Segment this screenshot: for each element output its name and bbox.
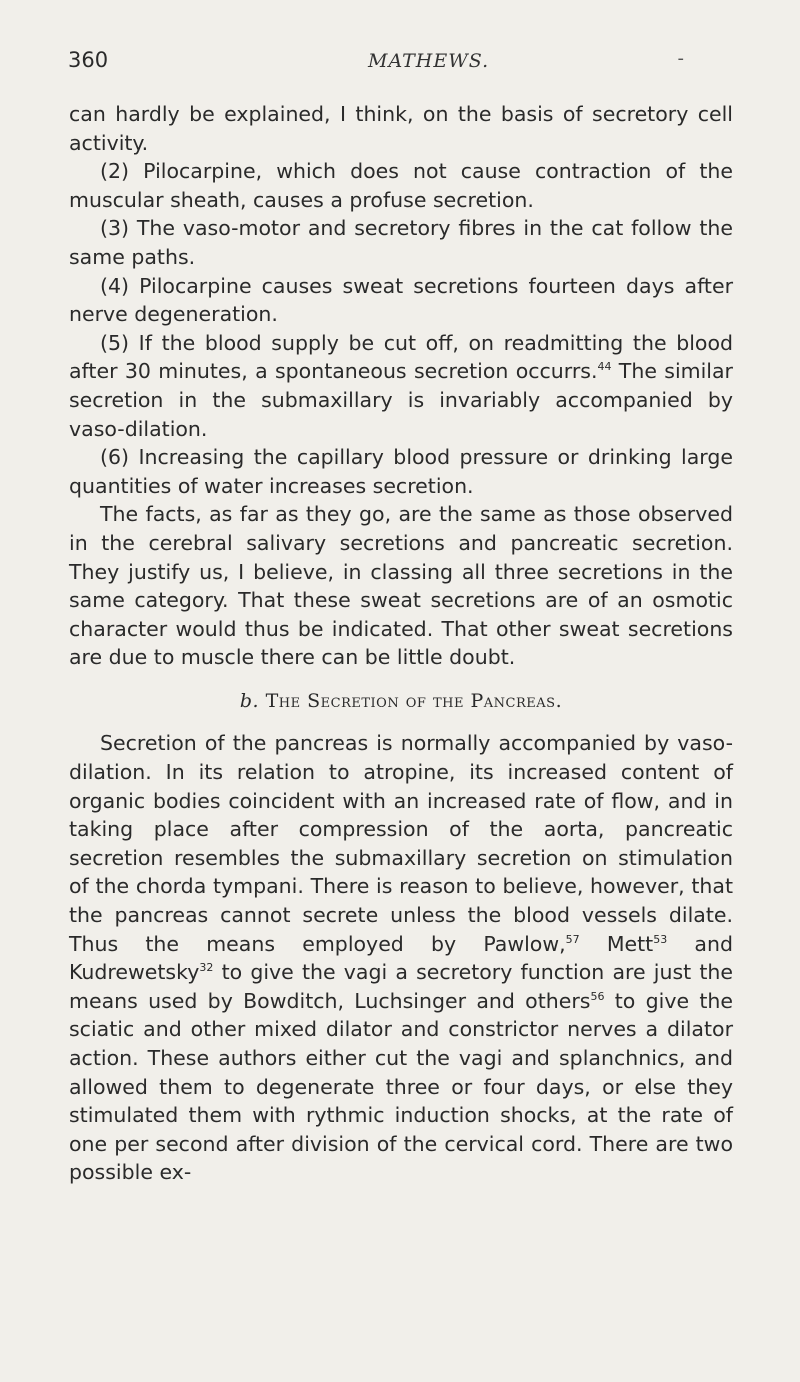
paragraph-item-3: (3) The vaso-motor and secretory fibres in the cat follow the same paths. xyxy=(69,216,733,269)
paragraph-item-6: (6) Increasing the capillary blood pressure or drinking large quantities of water increases secretion. xyxy=(69,445,733,498)
paragraph-continuation: can hardly be explained, I think, on the basis of secretory cell activity. xyxy=(69,102,733,155)
page-body xyxy=(69,100,733,1187)
paragraph-item-5-text-a: (5) If the blood supply be cut off, on readmitting the blood after 30 minutes, a spontaneous secretion occurrs. xyxy=(69,330,733,384)
paragraph-summary: The facts, as far as they go, are the same as those observed in the cerebral salivary secretions and pancreatic secretion. They justify us, I believe, in classing all three secretions in the same category. That these sweat secretions are of an osmotic character would thus be indicated. That other sweat secretions are due to muscle there can be little doubt. xyxy=(69,502,733,670)
paragraph-item-4: (4) Pilocarpine causes sweat secretions fourteen days after nerve degeneration. xyxy=(69,273,733,327)
page-number: 360 xyxy=(68,48,109,72)
section-heading xyxy=(69,687,733,716)
footnote-ref-pawlow: 57 xyxy=(565,932,580,946)
paragraph-pancreas xyxy=(69,729,733,1187)
footnote-ref: 44 xyxy=(597,360,612,374)
pancreas-text-2: Mett xyxy=(579,931,654,956)
pancreas-text-1: Secretion of the pancreas is normally accompanied by vaso-dilation. In its relation to atropine, its increased content of organic bodies coincident with an increased rate of flow, and in taking place after compression of the aorta, pancreatic secretion resembles the submaxillary secretion on stimulation of the chorda tympani. There is reason to believe, however, that the pancreas cannot secrete unless the blood vessels dilate. Thus the means employed by Pawlow, xyxy=(69,731,733,956)
page-header xyxy=(68,48,720,78)
pancreas-text-3: and Kudrewetsky xyxy=(69,931,733,985)
paragraph-item-2: (2) Pilocarpine, which does not cause contraction of the muscular sheath, causes a profuse secretion. xyxy=(69,159,733,212)
section-letter: b. xyxy=(239,689,260,712)
header-dash: - xyxy=(677,48,684,69)
section-title: The Secretion of the Pancreas. xyxy=(265,689,563,712)
pancreas-text-4: to give the vagi a secretory function are just the means used by Bowditch, Luchsinger and others xyxy=(69,960,733,1013)
paragraph-item-5 xyxy=(69,329,733,443)
footnote-ref-others: 56 xyxy=(590,989,605,1003)
paragraph-item-5-text-b: The similar secretion in the submaxillary is invariably accompanied by vaso-dilation. xyxy=(69,359,733,441)
running-head: MATHEWS. xyxy=(368,50,490,72)
footnote-ref-mett: 53 xyxy=(653,932,668,946)
footnote-ref-kudrewetsky: 32 xyxy=(199,961,214,975)
pancreas-text-5: to give the sciatic and other mixed dilator and constrictor nerves a dilator action. These authors either cut the vagi and splanchnics, and allowed them to degenerate three or four days, or else they stimulated them with rythmic induction shocks, at the rate of one per second after division of the cervical cord. There are two possible ex- xyxy=(69,988,733,1185)
